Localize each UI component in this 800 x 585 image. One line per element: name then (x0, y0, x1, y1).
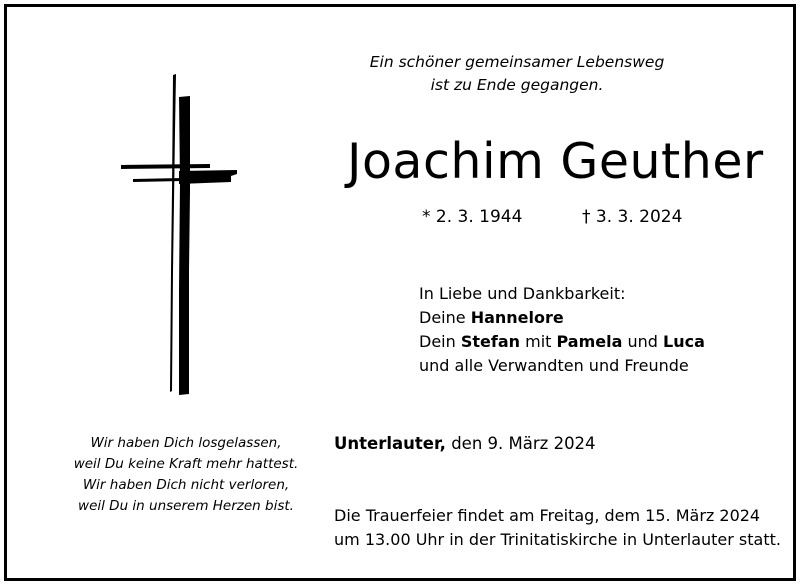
mourner-line (419, 306, 705, 330)
place-name: Unterlauter, (334, 434, 446, 453)
mourners-intro: In Liebe und Dankbarkeit: (419, 284, 626, 303)
poem-line: Wir haben Dich nicht verloren, (82, 477, 290, 493)
death-date: † 3. 3. 2024 (582, 207, 683, 227)
mourner-line (419, 330, 705, 354)
motto-line: ist zu Ende gegangen. (430, 76, 604, 94)
mourner-name: Stefan (460, 332, 521, 351)
service-line: Die Trauerfeier findet am Freitag, dem 15. März 2024 (334, 506, 761, 525)
service-line: um 13.00 Uhr in der Trinitatiskirche in Unterlauter statt. (334, 530, 781, 549)
cross-icon (115, 71, 245, 401)
mourners-block (419, 282, 705, 378)
motto (367, 51, 667, 97)
motto-line: Ein schöner gemeinsamer Lebensweg (369, 53, 665, 71)
mourner-prefix: Deine (419, 308, 471, 327)
mourner-connector: mit (520, 332, 557, 351)
obituary-frame (4, 4, 796, 581)
mourner-name: Pamela (556, 332, 623, 351)
poem-line: weil Du keine Kraft mehr hattest. (73, 456, 299, 472)
birth-date: * 2. 3. 1944 (422, 207, 523, 227)
mourner-line: und alle Verwandten und Freunde (419, 356, 689, 375)
mourner-connector: und (622, 332, 664, 351)
service-notice (334, 504, 781, 552)
place-date (334, 434, 596, 453)
poem-line: weil Du in unserem Herzen bist. (78, 498, 294, 514)
mourner-name: Hannelore (470, 308, 564, 327)
mourner-prefix: Dein (419, 332, 461, 351)
poem-line: Wir haben Dich losgelassen, (90, 435, 282, 451)
deceased-name: Joachim Geuther (347, 133, 764, 190)
poem (53, 433, 319, 517)
date-text: den 9. März 2024 (445, 434, 596, 453)
mourner-name: Luca (663, 332, 705, 351)
